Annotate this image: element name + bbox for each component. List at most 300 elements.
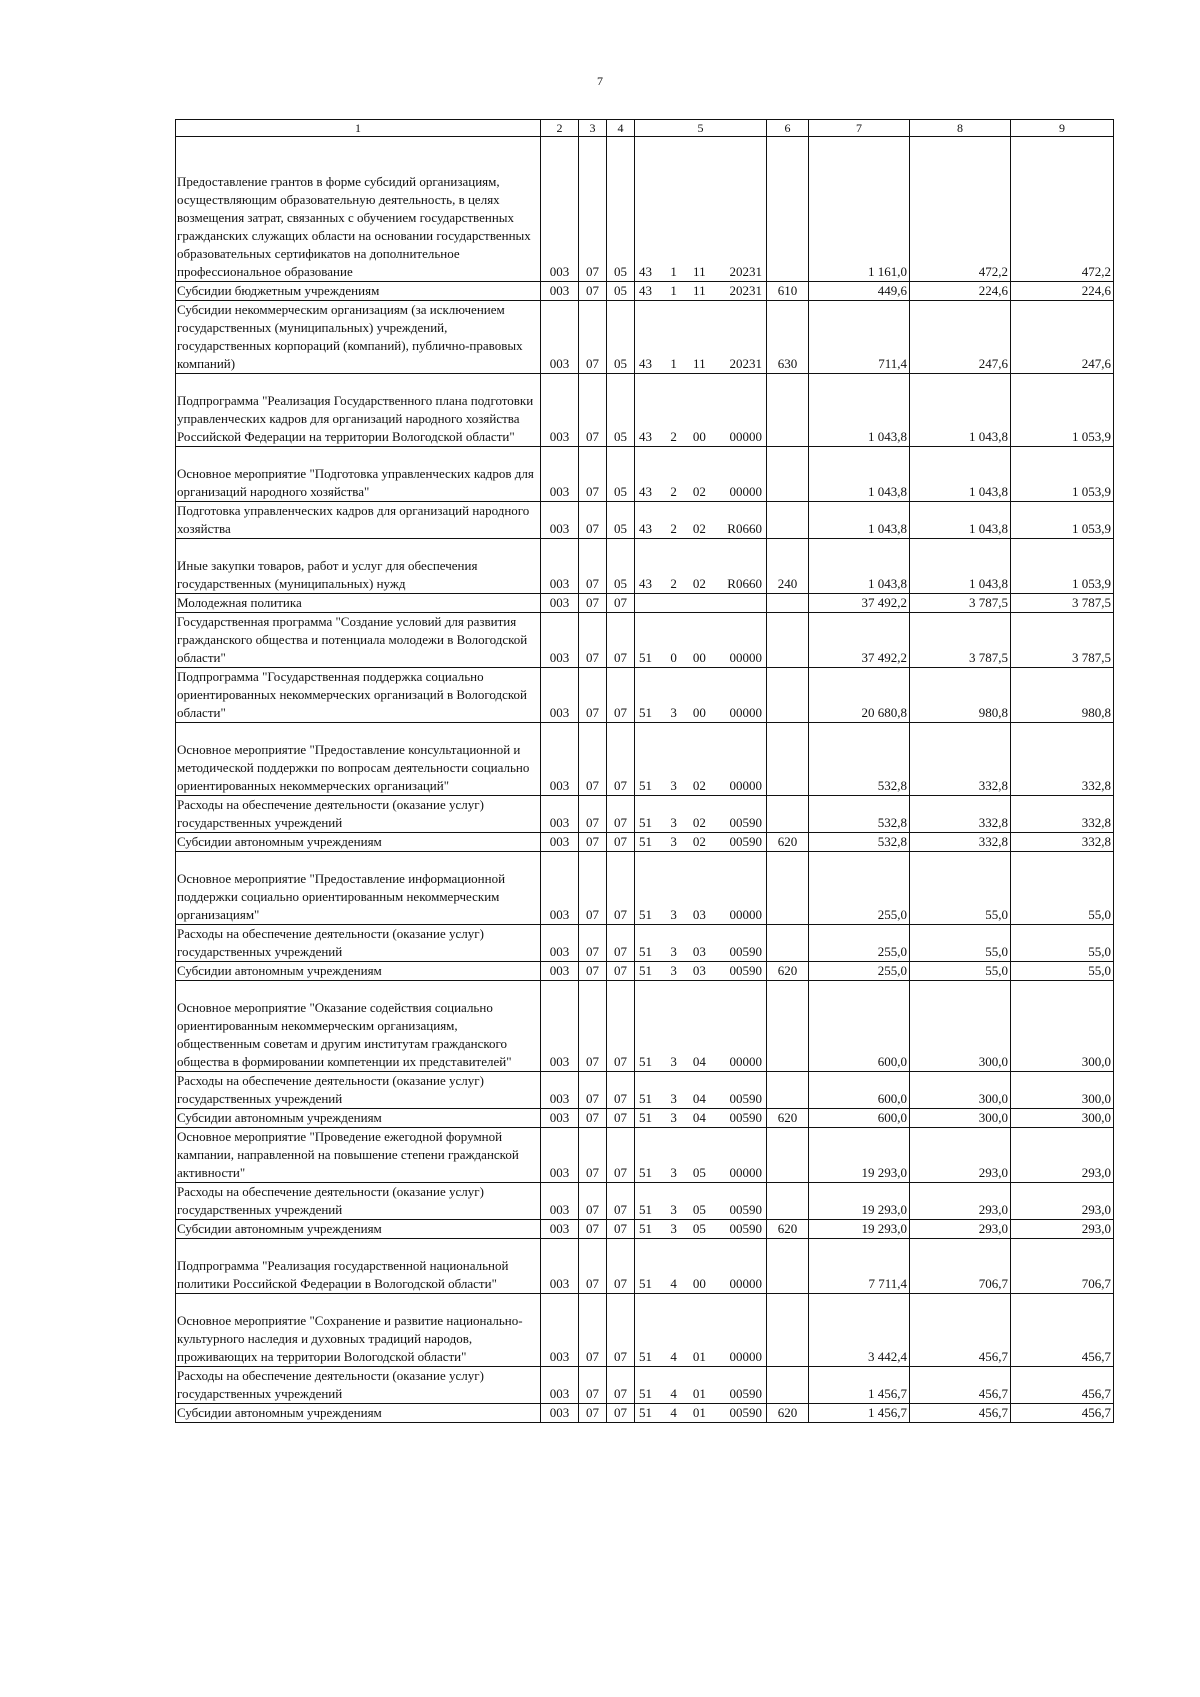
section-code: 07 bbox=[579, 925, 607, 962]
amount-col8: 293,0 bbox=[910, 1183, 1011, 1220]
program-code bbox=[635, 502, 767, 539]
subsection-code: 07 bbox=[607, 833, 635, 852]
amount-col9: 980,8 bbox=[1011, 668, 1114, 723]
amount-col9: 224,6 bbox=[1011, 282, 1114, 301]
program-code bbox=[635, 1128, 767, 1183]
table-row bbox=[176, 1183, 1114, 1220]
table-row bbox=[176, 833, 1114, 852]
program-code-part1: 51 bbox=[639, 1405, 652, 1420]
program-code-part2: 3 bbox=[670, 1091, 677, 1106]
ministry-code: 003 bbox=[541, 1239, 579, 1294]
amount-col7: 449,6 bbox=[809, 282, 910, 301]
program-code-part3: 04 bbox=[692, 1054, 706, 1069]
program-code-part4: 00590 bbox=[729, 1202, 762, 1217]
amount-col8: 300,0 bbox=[910, 981, 1011, 1072]
amount-col7: 1 043,8 bbox=[809, 502, 910, 539]
row-name: Молодежная политика bbox=[176, 594, 541, 613]
section-code: 07 bbox=[579, 833, 607, 852]
row-name: Расходы на обеспечение деятельности (оказание услуг) государственных учреждений bbox=[176, 1072, 541, 1109]
program-code bbox=[635, 539, 767, 594]
row-name: Расходы на обеспечение деятельности (оказание услуг) государственных учреждений bbox=[176, 925, 541, 962]
program-code-part3: 02 bbox=[692, 778, 706, 793]
expense-type-code bbox=[767, 447, 809, 502]
section-code: 07 bbox=[579, 981, 607, 1072]
ministry-code: 003 bbox=[541, 282, 579, 301]
section-code: 07 bbox=[579, 374, 607, 447]
program-code-part2: 3 bbox=[670, 1165, 677, 1180]
program-code-part2: 2 bbox=[670, 521, 677, 536]
row-name: Субсидии автономным учреждениям bbox=[176, 962, 541, 981]
program-code-part4: 20231 bbox=[729, 283, 762, 298]
amount-col8: 1 043,8 bbox=[910, 447, 1011, 502]
subsection-code: 07 bbox=[607, 1109, 635, 1128]
ministry-code: 003 bbox=[541, 374, 579, 447]
subsection-code: 07 bbox=[607, 723, 635, 796]
subsection-code: 07 bbox=[607, 1183, 635, 1220]
amount-col7: 19 293,0 bbox=[809, 1183, 910, 1220]
section-code: 07 bbox=[579, 502, 607, 539]
section-code: 07 bbox=[579, 1294, 607, 1367]
amount-col9: 55,0 bbox=[1011, 925, 1114, 962]
subsection-code: 07 bbox=[607, 1294, 635, 1367]
subsection-code: 05 bbox=[607, 282, 635, 301]
section-code: 07 bbox=[579, 723, 607, 796]
amount-col9: 332,8 bbox=[1011, 833, 1114, 852]
program-code-part3: 00 bbox=[692, 705, 706, 720]
expense-type-code bbox=[767, 668, 809, 723]
header-cell-6: 6 bbox=[767, 120, 809, 137]
program-code-part2: 3 bbox=[670, 1054, 677, 1069]
subsection-code: 07 bbox=[607, 1072, 635, 1109]
program-code-part2: 2 bbox=[670, 484, 677, 499]
program-code bbox=[635, 282, 767, 301]
program-code-part4: 00000 bbox=[729, 1054, 762, 1069]
amount-col9: 472,2 bbox=[1011, 137, 1114, 282]
program-code-part4: 00000 bbox=[729, 650, 762, 665]
ministry-code: 003 bbox=[541, 962, 579, 981]
section-code: 07 bbox=[579, 1072, 607, 1109]
program-code-part3: 01 bbox=[692, 1349, 706, 1364]
table-row bbox=[176, 137, 1114, 282]
amount-col8: 247,6 bbox=[910, 301, 1011, 374]
page-number: 7 bbox=[597, 74, 603, 88]
row-name: Основное мероприятие "Подготовка управленческих кадров для организаций народного хозяйства" bbox=[176, 447, 541, 502]
amount-col7: 532,8 bbox=[809, 796, 910, 833]
program-code-part3: 02 bbox=[692, 815, 706, 830]
program-code-part3: 11 bbox=[693, 264, 706, 279]
subsection-code: 07 bbox=[607, 613, 635, 668]
row-name: Субсидии автономным учреждениям bbox=[176, 833, 541, 852]
amount-col9: 1 053,9 bbox=[1011, 447, 1114, 502]
expense-type-code bbox=[767, 613, 809, 668]
section-code: 07 bbox=[579, 1404, 607, 1423]
amount-col9: 332,8 bbox=[1011, 796, 1114, 833]
amount-col7: 7 711,4 bbox=[809, 1239, 910, 1294]
amount-col8: 300,0 bbox=[910, 1109, 1011, 1128]
amount-col7: 1 043,8 bbox=[809, 374, 910, 447]
expense-type-code bbox=[767, 1367, 809, 1404]
row-name: Субсидии автономным учреждениям bbox=[176, 1404, 541, 1423]
row-name: Расходы на обеспечение деятельности (оказание услуг) государственных учреждений bbox=[176, 1183, 541, 1220]
row-name: Подпрограмма "Реализация Государственного плана подготовки управленческих кадров для организаций народного хозяйства Российской Федерации на территории Вологодской области" bbox=[176, 374, 541, 447]
table-row bbox=[176, 1072, 1114, 1109]
subsection-code: 07 bbox=[607, 1404, 635, 1423]
program-code-part1: 43 bbox=[639, 521, 652, 536]
amount-col8: 55,0 bbox=[910, 925, 1011, 962]
ministry-code: 003 bbox=[541, 796, 579, 833]
section-code: 07 bbox=[579, 668, 607, 723]
program-code-part3: 01 bbox=[692, 1405, 706, 1420]
program-code bbox=[635, 962, 767, 981]
expense-type-code bbox=[767, 1072, 809, 1109]
program-code bbox=[635, 1183, 767, 1220]
expense-type-code bbox=[767, 981, 809, 1072]
section-code: 07 bbox=[579, 594, 607, 613]
expense-type-code bbox=[767, 723, 809, 796]
row-name: Подпрограмма "Реализация государственной национальной политики Российской Федерации в Вологодской области" bbox=[176, 1239, 541, 1294]
program-code-part4: 00590 bbox=[729, 944, 762, 959]
expense-type-code: 240 bbox=[767, 539, 809, 594]
table-row bbox=[176, 1367, 1114, 1404]
header-cell-8: 8 bbox=[910, 120, 1011, 137]
section-code: 07 bbox=[579, 1183, 607, 1220]
amount-col7: 3 442,4 bbox=[809, 1294, 910, 1367]
section-code: 07 bbox=[579, 447, 607, 502]
program-code-part2: 3 bbox=[670, 778, 677, 793]
row-name: Субсидии автономным учреждениям bbox=[176, 1109, 541, 1128]
program-code-part2: 1 bbox=[670, 283, 677, 298]
subsection-code: 05 bbox=[607, 301, 635, 374]
amount-col8: 300,0 bbox=[910, 1072, 1011, 1109]
table-row bbox=[176, 447, 1114, 502]
expense-type-code: 610 bbox=[767, 282, 809, 301]
amount-col9: 55,0 bbox=[1011, 962, 1114, 981]
section-code: 07 bbox=[579, 613, 607, 668]
subsection-code: 07 bbox=[607, 1367, 635, 1404]
amount-col9: 300,0 bbox=[1011, 1109, 1114, 1128]
table-row bbox=[176, 1128, 1114, 1183]
amount-col7: 600,0 bbox=[809, 1109, 910, 1128]
ministry-code: 003 bbox=[541, 852, 579, 925]
program-code bbox=[635, 852, 767, 925]
program-code-part1: 51 bbox=[639, 815, 652, 830]
program-code-part1: 51 bbox=[639, 1221, 652, 1236]
program-code-part3: 05 bbox=[692, 1202, 706, 1217]
table-row bbox=[176, 1239, 1114, 1294]
program-code-part1: 43 bbox=[639, 484, 652, 499]
amount-col7: 1 161,0 bbox=[809, 137, 910, 282]
ministry-code: 003 bbox=[541, 137, 579, 282]
ministry-code: 003 bbox=[541, 1404, 579, 1423]
program-code-part3: 02 bbox=[692, 576, 706, 591]
table-row bbox=[176, 668, 1114, 723]
expense-type-code bbox=[767, 796, 809, 833]
program-code-part4: 00590 bbox=[729, 1405, 762, 1420]
program-code bbox=[635, 1367, 767, 1404]
program-code-part3: 03 bbox=[692, 907, 706, 922]
program-code-part1: 51 bbox=[639, 963, 652, 978]
table-row bbox=[176, 1109, 1114, 1128]
ministry-code: 003 bbox=[541, 668, 579, 723]
program-code-part2: 3 bbox=[670, 1221, 677, 1236]
row-name: Предоставление грантов в форме субсидий организациям, осуществляющим образовательную деятельность, в целях возмещения затрат, связанных с обучением государственных гражданских служащих области на основании государственных образовательных сертификатов на дополнительное профессиональное образование bbox=[176, 137, 541, 282]
program-code-part4: 00000 bbox=[729, 429, 762, 444]
amount-col9: 300,0 bbox=[1011, 981, 1114, 1072]
ministry-code: 003 bbox=[541, 301, 579, 374]
amount-col7: 1 043,8 bbox=[809, 447, 910, 502]
row-name: Подпрограмма "Государственная поддержка социально ориентированных некоммерческих организаций в Вологодской области" bbox=[176, 668, 541, 723]
section-code: 07 bbox=[579, 1367, 607, 1404]
program-code-part2: 4 bbox=[670, 1349, 677, 1364]
row-name: Иные закупки товаров, работ и услуг для обеспечения государственных (муниципальных) нужд bbox=[176, 539, 541, 594]
amount-col8: 3 787,5 bbox=[910, 613, 1011, 668]
amount-col8: 456,7 bbox=[910, 1367, 1011, 1404]
expense-type-code bbox=[767, 137, 809, 282]
amount-col7: 1 456,7 bbox=[809, 1367, 910, 1404]
table-row bbox=[176, 1294, 1114, 1367]
program-code-part2: 2 bbox=[670, 576, 677, 591]
budget-table bbox=[175, 119, 1114, 1423]
amount-col9: 3 787,5 bbox=[1011, 613, 1114, 668]
program-code bbox=[635, 374, 767, 447]
subsection-code: 07 bbox=[607, 1239, 635, 1294]
subsection-code: 05 bbox=[607, 374, 635, 447]
program-code-part1: 51 bbox=[639, 1110, 652, 1125]
section-code: 07 bbox=[579, 1128, 607, 1183]
program-code bbox=[635, 447, 767, 502]
amount-col8: 55,0 bbox=[910, 852, 1011, 925]
amount-col8: 332,8 bbox=[910, 796, 1011, 833]
program-code-part3: 03 bbox=[692, 944, 706, 959]
row-name: Государственная программа "Создание условий для развития гражданского общества и потенциала молодежи в Вологодской области" bbox=[176, 613, 541, 668]
table-body bbox=[176, 137, 1114, 1423]
expense-type-code bbox=[767, 594, 809, 613]
expense-type-code: 620 bbox=[767, 962, 809, 981]
amount-col9: 247,6 bbox=[1011, 301, 1114, 374]
program-code-part2: 0 bbox=[670, 650, 677, 665]
program-code-part2: 3 bbox=[670, 705, 677, 720]
program-code-part4: 00590 bbox=[729, 815, 762, 830]
program-code-part4: 00590 bbox=[729, 834, 762, 849]
program-code-part1: 51 bbox=[639, 1349, 652, 1364]
subsection-code: 05 bbox=[607, 137, 635, 282]
row-name: Основное мероприятие "Предоставление консультационной и методической поддержки по вопросам деятельности социально ориентированных некоммерческих организаций" bbox=[176, 723, 541, 796]
subsection-code: 07 bbox=[607, 852, 635, 925]
program-code-part2: 3 bbox=[670, 1110, 677, 1125]
expense-type-code bbox=[767, 852, 809, 925]
amount-col8: 3 787,5 bbox=[910, 594, 1011, 613]
ministry-code: 003 bbox=[541, 1072, 579, 1109]
program-code-part3: 02 bbox=[692, 834, 706, 849]
table-row bbox=[176, 962, 1114, 981]
program-code bbox=[635, 137, 767, 282]
ministry-code: 003 bbox=[541, 1294, 579, 1367]
program-code-part2: 4 bbox=[670, 1405, 677, 1420]
program-code-part2: 3 bbox=[670, 907, 677, 922]
section-code: 07 bbox=[579, 1239, 607, 1294]
table-row bbox=[176, 981, 1114, 1072]
program-code bbox=[635, 1220, 767, 1239]
table-row bbox=[176, 502, 1114, 539]
row-name: Субсидии бюджетным учреждениям bbox=[176, 282, 541, 301]
ministry-code: 003 bbox=[541, 613, 579, 668]
ministry-code: 003 bbox=[541, 925, 579, 962]
table-row bbox=[176, 852, 1114, 925]
row-name: Расходы на обеспечение деятельности (оказание услуг) государственных учреждений bbox=[176, 796, 541, 833]
table-row bbox=[176, 539, 1114, 594]
subsection-code: 07 bbox=[607, 1128, 635, 1183]
program-code-part1: 51 bbox=[639, 944, 652, 959]
expense-type-code: 620 bbox=[767, 1109, 809, 1128]
program-code-part3: 05 bbox=[692, 1165, 706, 1180]
subsection-code: 07 bbox=[607, 796, 635, 833]
expense-type-code bbox=[767, 374, 809, 447]
program-code-part2: 3 bbox=[670, 963, 677, 978]
header-cell-4: 4 bbox=[607, 120, 635, 137]
amount-col9: 300,0 bbox=[1011, 1072, 1114, 1109]
program-code-part2: 1 bbox=[670, 264, 677, 279]
program-code-part3: 03 bbox=[692, 963, 706, 978]
program-code-part4: 00000 bbox=[729, 1349, 762, 1364]
amount-col8: 980,8 bbox=[910, 668, 1011, 723]
amount-col7: 1 043,8 bbox=[809, 539, 910, 594]
program-code-part1: 43 bbox=[639, 356, 652, 371]
amount-col8: 472,2 bbox=[910, 137, 1011, 282]
amount-col8: 332,8 bbox=[910, 723, 1011, 796]
program-code-part1: 51 bbox=[639, 1054, 652, 1069]
program-code-part4: 00000 bbox=[729, 1165, 762, 1180]
amount-col9: 1 053,9 bbox=[1011, 539, 1114, 594]
table-row bbox=[176, 1220, 1114, 1239]
amount-col9: 456,7 bbox=[1011, 1294, 1114, 1367]
program-code bbox=[635, 723, 767, 796]
amount-col7: 711,4 bbox=[809, 301, 910, 374]
ministry-code: 003 bbox=[541, 502, 579, 539]
program-code bbox=[635, 833, 767, 852]
header-cell-5: 5 bbox=[635, 120, 767, 137]
program-code-part4: 00590 bbox=[729, 963, 762, 978]
header-cell-3: 3 bbox=[579, 120, 607, 137]
section-code: 07 bbox=[579, 301, 607, 374]
amount-col7: 532,8 bbox=[809, 833, 910, 852]
ministry-code: 003 bbox=[541, 1109, 579, 1128]
section-code: 07 bbox=[579, 962, 607, 981]
program-code-part4: 00000 bbox=[729, 778, 762, 793]
section-code: 07 bbox=[579, 539, 607, 594]
amount-col7: 20 680,8 bbox=[809, 668, 910, 723]
program-code bbox=[635, 1404, 767, 1423]
program-code-part4: 00000 bbox=[729, 705, 762, 720]
section-code: 07 bbox=[579, 282, 607, 301]
amount-col8: 293,0 bbox=[910, 1220, 1011, 1239]
program-code-part1: 51 bbox=[639, 650, 652, 665]
table-row bbox=[176, 1404, 1114, 1423]
program-code-part2: 1 bbox=[670, 356, 677, 371]
amount-col8: 456,7 bbox=[910, 1404, 1011, 1423]
amount-col7: 19 293,0 bbox=[809, 1220, 910, 1239]
program-code-part4: R0660 bbox=[727, 521, 762, 536]
table-row bbox=[176, 374, 1114, 447]
amount-col7: 255,0 bbox=[809, 852, 910, 925]
program-code-part1: 51 bbox=[639, 705, 652, 720]
table-row bbox=[176, 301, 1114, 374]
header-cell-2: 2 bbox=[541, 120, 579, 137]
ministry-code: 003 bbox=[541, 1220, 579, 1239]
amount-col8: 456,7 bbox=[910, 1294, 1011, 1367]
program-code-part2: 3 bbox=[670, 944, 677, 959]
amount-col9: 55,0 bbox=[1011, 852, 1114, 925]
amount-col8: 55,0 bbox=[910, 962, 1011, 981]
section-code: 07 bbox=[579, 1109, 607, 1128]
program-code-part1: 43 bbox=[639, 283, 652, 298]
program-code-part4: R0660 bbox=[727, 576, 762, 591]
subsection-code: 05 bbox=[607, 447, 635, 502]
program-code-part1: 51 bbox=[639, 1091, 652, 1106]
expense-type-code bbox=[767, 502, 809, 539]
header-cell-7: 7 bbox=[809, 120, 910, 137]
expense-type-code bbox=[767, 1128, 809, 1183]
amount-col9: 1 053,9 bbox=[1011, 502, 1114, 539]
section-code: 07 bbox=[579, 852, 607, 925]
program-code-part4: 00000 bbox=[729, 1276, 762, 1291]
row-name: Основное мероприятие "Оказание содействия социально ориентированным некоммерческим организациям, общественным советам и другим институтам гражданского общества в формировании компетенции их представителей" bbox=[176, 981, 541, 1072]
program-code-part2: 2 bbox=[670, 429, 677, 444]
expense-type-code: 620 bbox=[767, 1404, 809, 1423]
ministry-code: 003 bbox=[541, 539, 579, 594]
program-code-part2: 3 bbox=[670, 1202, 677, 1217]
program-code-part4: 20231 bbox=[729, 356, 762, 371]
amount-col8: 293,0 bbox=[910, 1128, 1011, 1183]
program-code-part3: 04 bbox=[692, 1110, 706, 1125]
ministry-code: 003 bbox=[541, 1367, 579, 1404]
table-row bbox=[176, 282, 1114, 301]
program-code-part3: 00 bbox=[692, 650, 706, 665]
program-code bbox=[635, 981, 767, 1072]
program-code-part1: 51 bbox=[639, 1276, 652, 1291]
amount-col8: 706,7 bbox=[910, 1239, 1011, 1294]
table-row bbox=[176, 925, 1114, 962]
subsection-code: 07 bbox=[607, 594, 635, 613]
program-code-part3: 11 bbox=[693, 356, 706, 371]
ministry-code: 003 bbox=[541, 594, 579, 613]
row-name: Субсидии некоммерческим организациям (за исключением государственных (муниципальных) учреждений, государственных корпораций (компаний), публично-правовых компаний) bbox=[176, 301, 541, 374]
program-code bbox=[635, 1072, 767, 1109]
amount-col7: 532,8 bbox=[809, 723, 910, 796]
program-code-part4: 00590 bbox=[729, 1110, 762, 1125]
program-code-part2: 3 bbox=[670, 834, 677, 849]
program-code bbox=[635, 925, 767, 962]
ministry-code: 003 bbox=[541, 981, 579, 1072]
header-row bbox=[176, 120, 1114, 137]
table-row bbox=[176, 723, 1114, 796]
program-code-part1: 51 bbox=[639, 1165, 652, 1180]
ministry-code: 003 bbox=[541, 447, 579, 502]
amount-col9: 456,7 bbox=[1011, 1367, 1114, 1404]
amount-col7: 37 492,2 bbox=[809, 594, 910, 613]
section-code: 07 bbox=[579, 796, 607, 833]
program-code-part4: 00000 bbox=[729, 907, 762, 922]
section-code: 07 bbox=[579, 1220, 607, 1239]
ministry-code: 003 bbox=[541, 833, 579, 852]
program-code bbox=[635, 796, 767, 833]
expense-type-code: 620 bbox=[767, 1220, 809, 1239]
program-code-part1: 51 bbox=[639, 907, 652, 922]
subsection-code: 07 bbox=[607, 668, 635, 723]
amount-col9: 332,8 bbox=[1011, 723, 1114, 796]
amount-col7: 19 293,0 bbox=[809, 1128, 910, 1183]
ministry-code: 003 bbox=[541, 1183, 579, 1220]
amount-col7: 255,0 bbox=[809, 925, 910, 962]
